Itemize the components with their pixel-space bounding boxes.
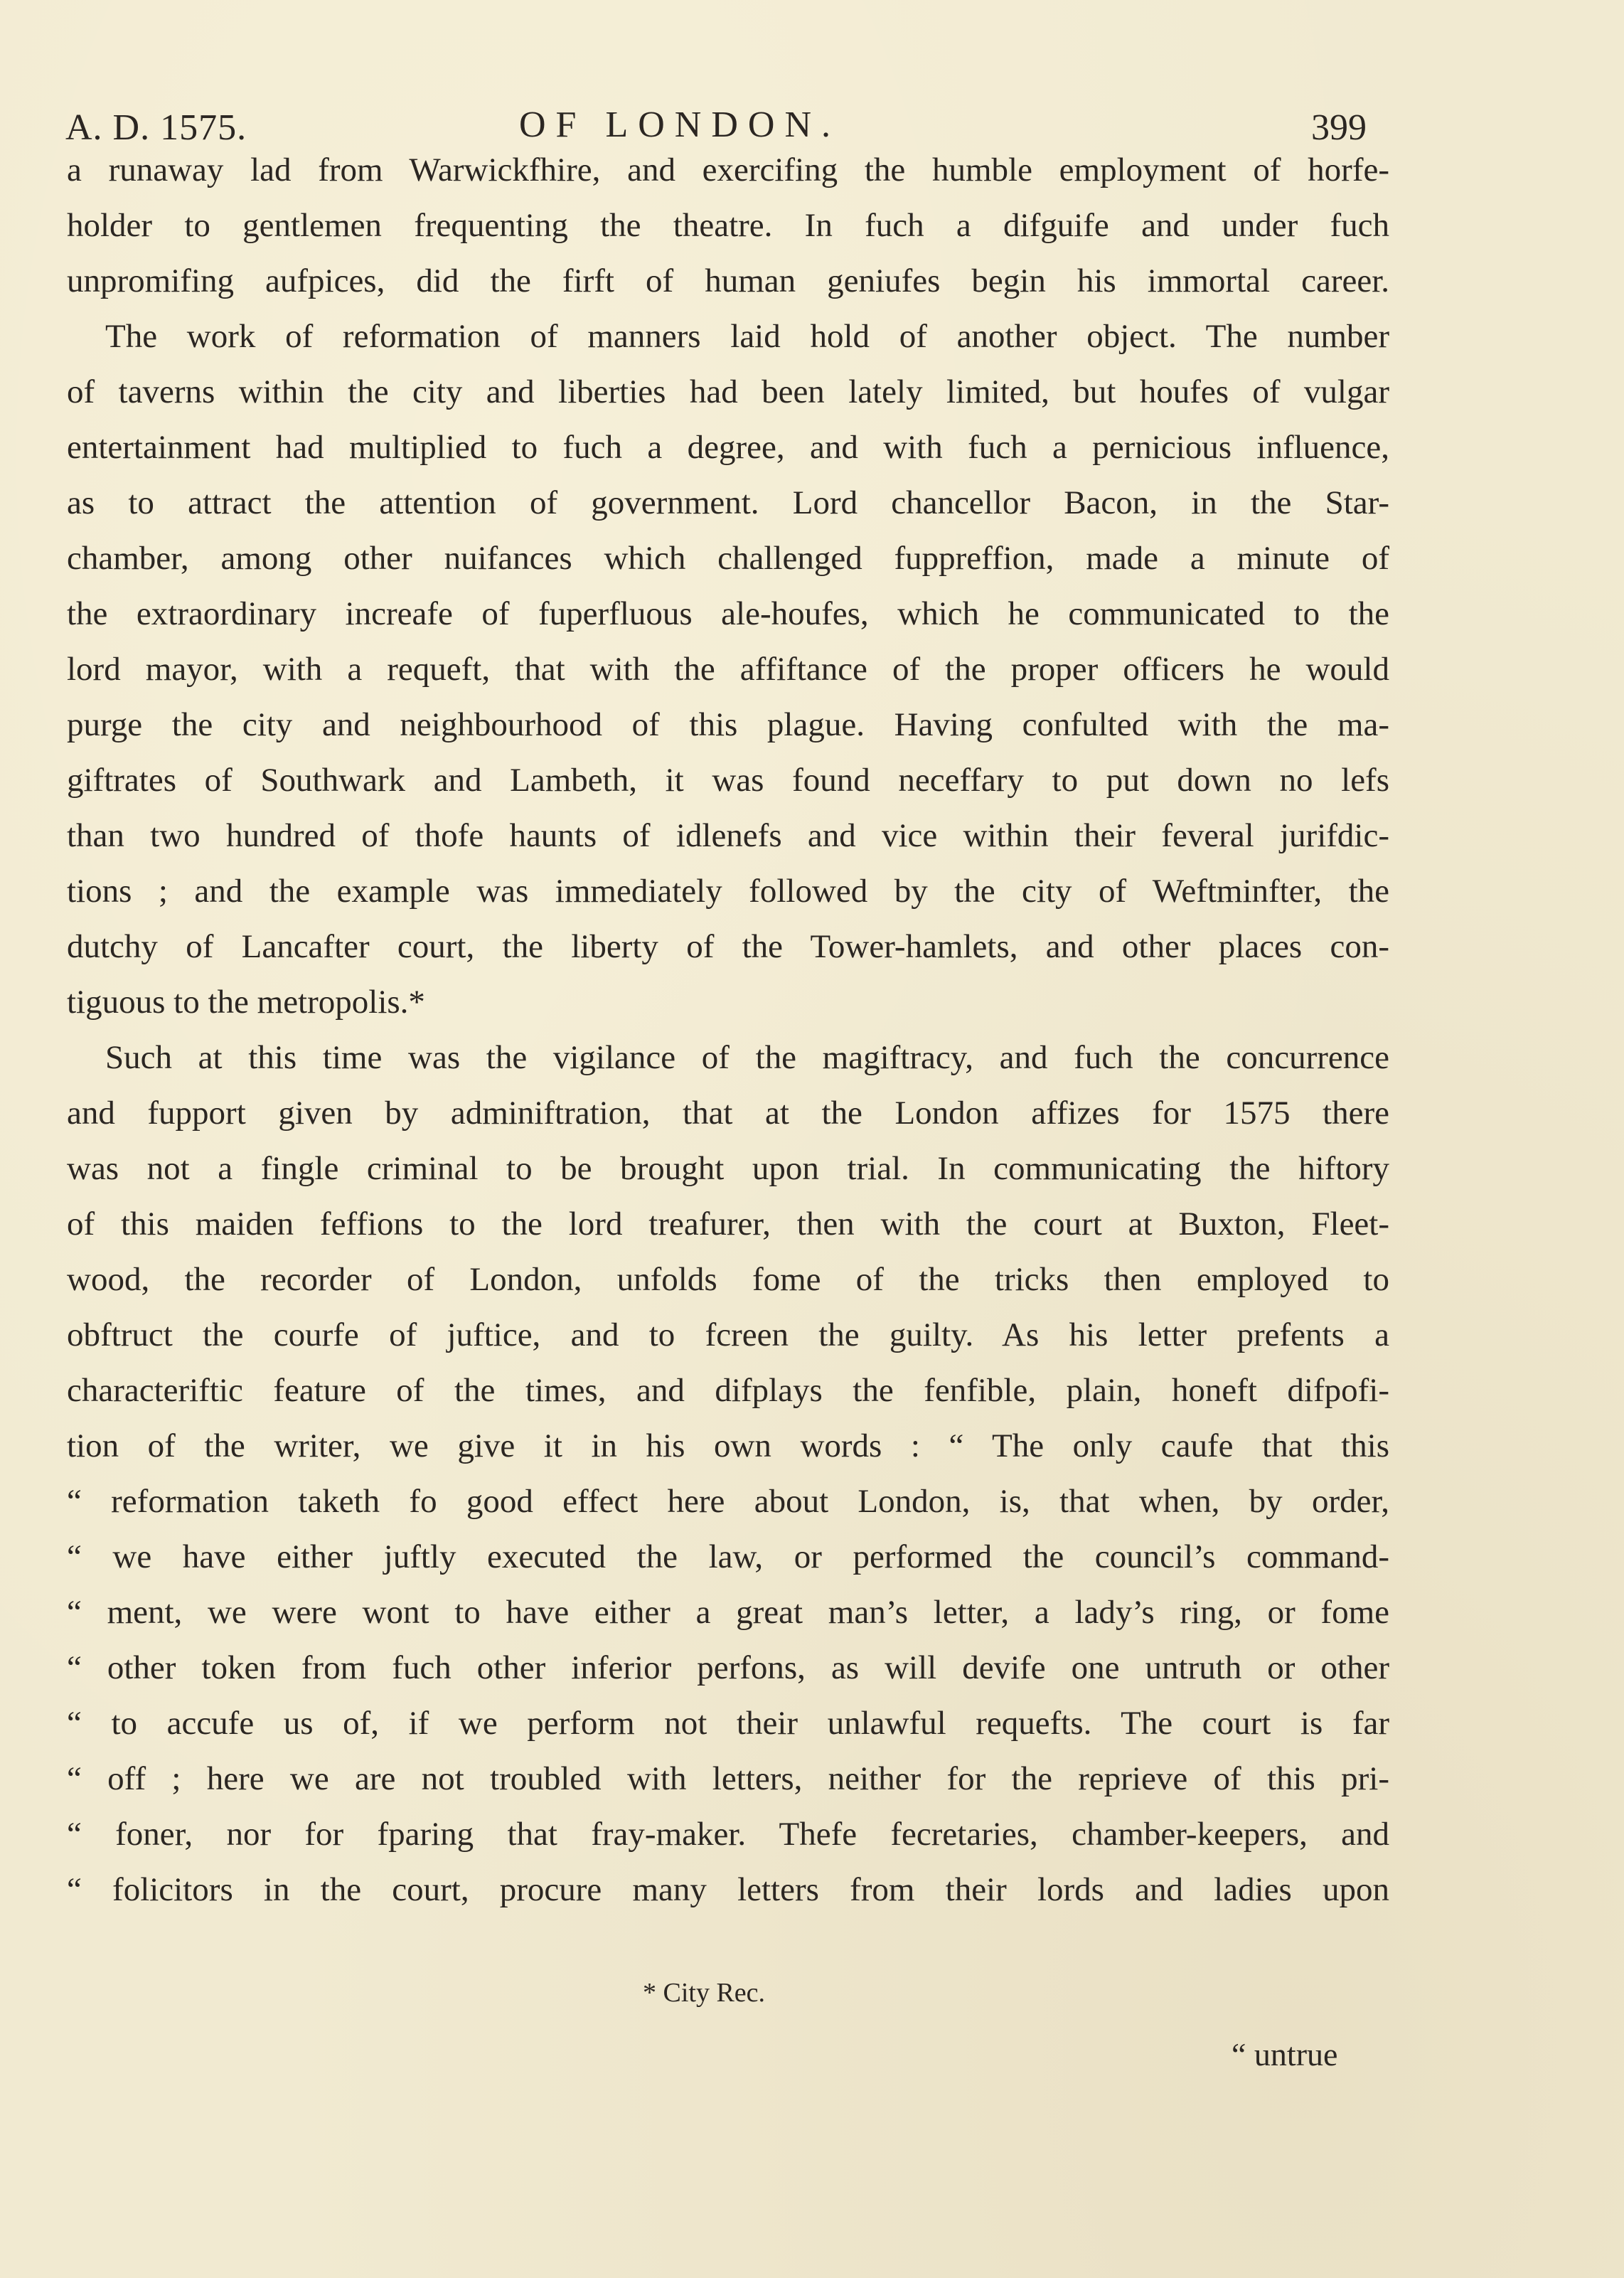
text-line: of this maiden feffions to the lord treafurer, then with the court at Buxton, Fleet- [67,1205,1389,1242]
running-head-title: OF LONDON. [519,105,840,145]
text-line: chamber, among other nuifances which challenged fuppreffion, made a minute of [67,540,1389,577]
text-line: dutchy of Lancafter court, the liberty of the Tower-hamlets, and other places con- [67,928,1389,965]
text-line: giftrates of Southwark and Lambeth, it was found neceffary to put down no lefs [67,762,1389,799]
text-line: “ to accufe us of, if we perform not their unlawful requefts. The court is far [67,1705,1389,1742]
text-line: unpromifing aufpices, did the firft of human geniufes begin his immortal career. [67,262,1389,299]
text-line: “ off ; here we are not troubled with letters, neither for the reprieve of this pri- [67,1760,1389,1797]
footnote: * City Rec. [643,1978,766,2008]
page-number: 399 [1311,107,1367,148]
text-line: “ other token from fuch other inferior perfons, as will devife one untruth or other [67,1649,1389,1686]
text-line: “ foner, nor for fparing that fray-maker. Thefe fecretaries, chamber-keepers, and [67,1816,1389,1853]
text-line: and fupport given by adminiftration, that at the London affizes for 1575 there [67,1095,1389,1132]
text-line: wood, the recorder of London, unfolds fome of the tricks then employed to [67,1261,1389,1298]
text-line: holder to gentlemen frequenting the theatre. In fuch a difguife and under fuch [67,207,1389,244]
text-line: tiguous to the metropolis.* [67,984,425,1021]
text-line: a runaway lad from Warwickfhire, and exercifing the humble employment of horfe- [67,151,1389,188]
text-line: The work of reformation of manners laid hold of another object. The number [105,318,1389,355]
text-line: than two hundred of thofe haunts of idlenefs and vice within their feveral jurifdic- [67,817,1389,854]
text-line: characteriftic feature of the times, and difplays the fenfible, plain, honeft difpofi- [67,1372,1389,1409]
text-line: the extraordinary increafe of fuperfluous ale-houfes, which he communicated to the [67,595,1389,632]
running-head-date: A. D. 1575. [65,107,247,148]
text-line: purge the city and neighbourhood of this plague. Having confulted with the ma- [67,706,1389,743]
text-line: “ ment, we were wont to have either a great man’s letter, a lady’s ring, or fome [67,1594,1389,1631]
text-line: as to attract the attention of government. Lord chancellor Bacon, in the Star- [67,484,1389,521]
text-line: was not a fingle criminal to be brought upon trial. In communicating the hiftory [67,1150,1389,1187]
main-text [67,142,1389,1917]
text-line: lord mayor, with a requeft, that with the affiftance of the proper officers he would [67,651,1389,688]
text-line: entertainment had multiplied to fuch a degree, and with fuch a pernicious influence, [67,429,1389,466]
text-line: “ we have either juftly executed the law, or performed the council’s command- [67,1538,1389,1575]
catchword: “ untrue [1232,2036,1338,2072]
text-line: “ folicitors in the court, procure many letters from their lords and ladies upon [67,1871,1389,1908]
text-line: tions ; and the example was immediately followed by the city of Weftminfter, the [67,873,1389,910]
text-line: Such at this time was the vigilance of the magiftracy, and fuch the concurrence [105,1039,1389,1076]
text-line: “ reformation taketh fo good effect here about London, is, that when, by order, [67,1483,1389,1520]
text-line: obftruct the courfe of juftice, and to fcreen the guilty. As his letter prefents a [67,1316,1389,1353]
text-line: tion of the writer, we give it in his own words : “ The only caufe that this [67,1427,1389,1464]
text-line: of taverns within the city and liberties had been lately limited, but houfes of vulgar [67,373,1389,410]
